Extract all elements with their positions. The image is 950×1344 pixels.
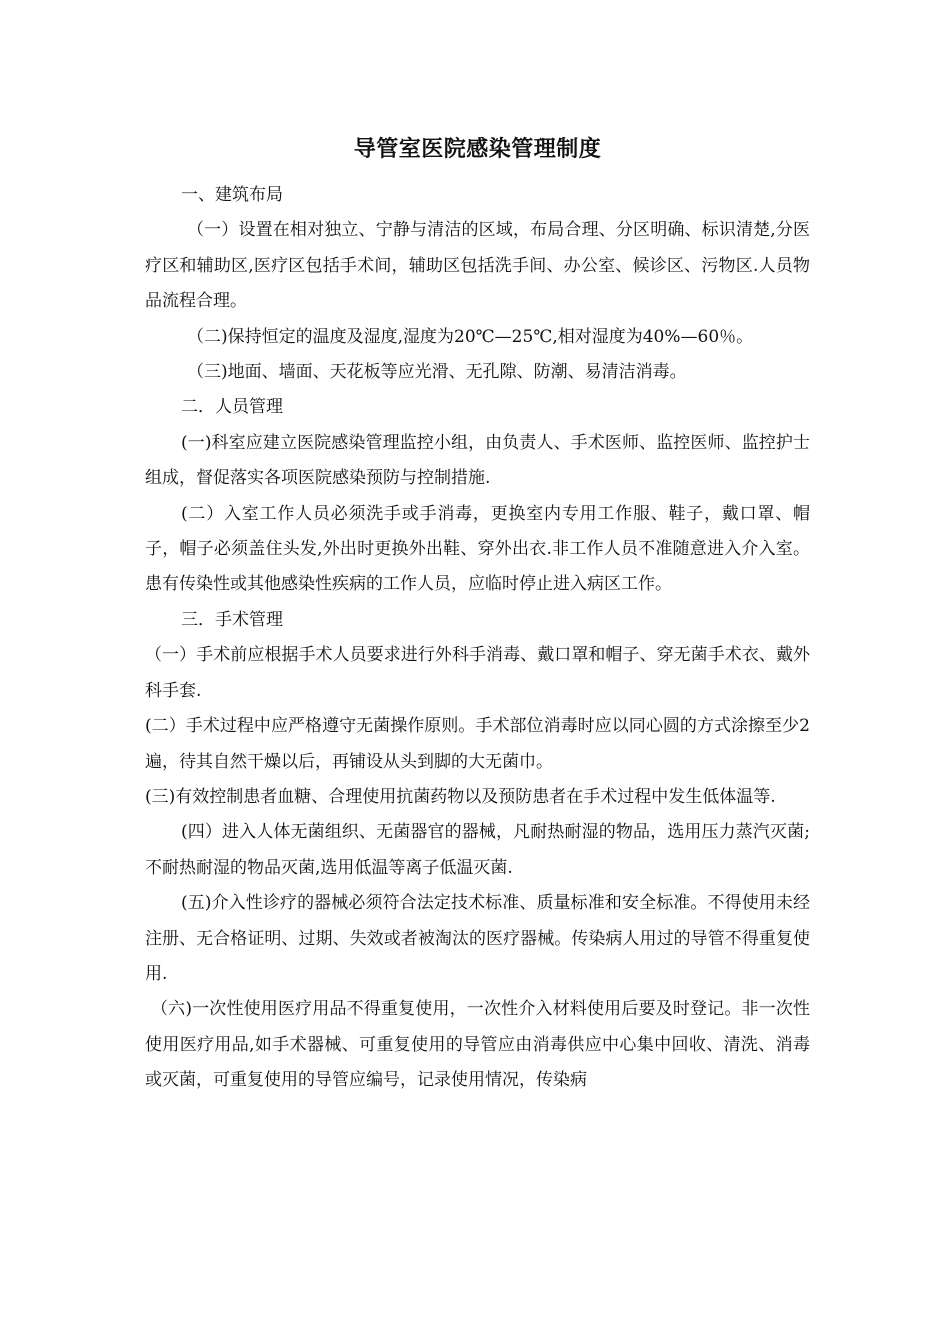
paragraph: 二．人员管理: [181, 397, 283, 418]
paragraph: (三)有效控制患者血糖、合理使用抗菌药物以及预防患者在手术过程中发生低体温等.: [145, 786, 776, 807]
paragraph: （三)地面、墙面、天花板等应光滑、无孔隙、防潮、易清洁消毒。: [187, 362, 687, 383]
paragraph: （一）设置在相对独立、宁静与清洁的区域，布局合理、分区明确、标识清楚,分医疗区和辅助区,医疗区包括手术间，辅助区包括洗手间、办公室、候诊区、污物区.人员物品流程合理。: [145, 220, 810, 312]
paragraph: （六)一次性使用医疗用品不得重复使用，一次性介入材料使用后要及时登记。非一次性使用医疗用品,如手术器械、可重复使用的导管应由消毒供应中心集中回收、清洗、消毒或灭菌，可重复使用的导管应编号，记录使用情况，传染病: [145, 999, 810, 1091]
paragraph: （二)保持恒定的温度及湿度,湿度为20℃—25℃,相对湿度为40%—60％。: [187, 326, 754, 347]
paragraph-list: [145, 178, 810, 1099]
document-title: 导管室医院感染管理制度: [353, 137, 602, 162]
paragraph: (四）进入人体无菌组织、无菌器官的器械，凡耐热耐湿的物品，选用压力蒸汽灭菌;不耐热耐湿的物品灭菌,选用低温等离子低温灭菌.: [145, 822, 810, 878]
paragraph: （一）手术前应根据手术人员要求进行外科手消毒、戴口罩和帽子、穿无菌手术衣、戴外科手套.: [145, 645, 810, 701]
document-body: [145, 128, 810, 1099]
paragraph: (二）入室工作人员必须洗手或手消毒，更换室内专用工作服、鞋子，戴口罩、帽子，帽子必须盖住头发,外出时更换外出鞋、穿外出衣.非工作人员不准随意进入介入室。患有传染性或其他感染性疾病的工作人员，应临时停止进入病区工作。: [145, 503, 810, 595]
paragraph: (一)科室应建立医院感染管理监控小组，由负责人、手术医师、监控医师、监控护士组成，督促落实各项医院感染预防与控制措施.: [145, 432, 810, 489]
paragraph: 一、建筑布局: [181, 185, 283, 205]
paragraph: (五)介入性诊疗的器械必须符合法定技术标准、质量标准和安全标准。不得使用未经注册、无合格证明、过期、失效或者被淘汰的医疗器械。传染病人用过的导管不得重复使用.: [145, 893, 810, 984]
paragraph: 三．手术管理: [181, 609, 283, 630]
paragraph: (二）手术过程中应严格遵守无菌操作原则。手术部位消毒时应以同心圆的方式涂擦至少2遍，待其自然干燥以后，再铺设从头到脚的大无菌巾。: [145, 716, 810, 772]
